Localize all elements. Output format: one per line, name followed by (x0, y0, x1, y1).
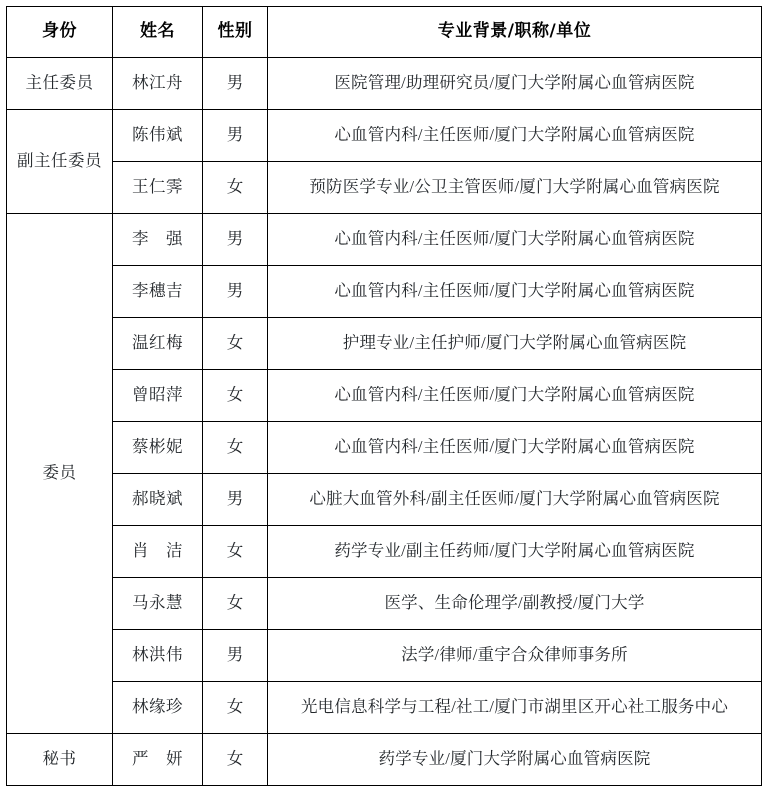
cell-role: 主任委员 (7, 58, 113, 110)
cell-description: 法学/律师/重宇合众律师事务所 (268, 630, 762, 682)
cell-role: 委员 (7, 214, 113, 734)
cell-description: 心血管内科/主任医师/厦门大学附属心血管病医院 (268, 422, 762, 474)
table-row (7, 422, 762, 474)
cell-description: 心血管内科/主任医师/厦门大学附属心血管病医院 (268, 214, 762, 266)
table-body (7, 58, 762, 786)
cell-name: 郝晓斌 (113, 474, 203, 526)
cell-name: 李穗吉 (113, 266, 203, 318)
cell-gender: 女 (203, 370, 268, 422)
cell-gender: 男 (203, 110, 268, 162)
cell-name: 肖 洁 (113, 526, 203, 578)
cell-name: 林缘珍 (113, 682, 203, 734)
cell-gender: 男 (203, 266, 268, 318)
cell-description: 药学专业/副主任药师/厦门大学附属心血管病医院 (268, 526, 762, 578)
cell-gender: 男 (203, 474, 268, 526)
cell-name: 蔡彬妮 (113, 422, 203, 474)
column-header-name: 姓名 (113, 7, 203, 58)
table-row (7, 370, 762, 422)
cell-name: 王仁霁 (113, 162, 203, 214)
cell-gender: 女 (203, 578, 268, 630)
cell-name: 曾昭萍 (113, 370, 203, 422)
table-row (7, 734, 762, 786)
table-row (7, 630, 762, 682)
table-row (7, 318, 762, 370)
cell-description: 心脏大血管外科/副主任医师/厦门大学附属心血管病医院 (268, 474, 762, 526)
cell-gender: 女 (203, 422, 268, 474)
cell-role: 副主任委员 (7, 110, 113, 214)
cell-description: 医学、生命伦理学/副教授/厦门大学 (268, 578, 762, 630)
cell-role: 秘书 (7, 734, 113, 786)
cell-description: 心血管内科/主任医师/厦门大学附属心血管病医院 (268, 370, 762, 422)
cell-gender: 女 (203, 526, 268, 578)
cell-gender: 男 (203, 630, 268, 682)
cell-name: 马永慧 (113, 578, 203, 630)
cell-description: 医院管理/助理研究员/厦门大学附属心血管病医院 (268, 58, 762, 110)
table-row (7, 214, 762, 266)
cell-description: 护理专业/主任护师/厦门大学附属心血管病医院 (268, 318, 762, 370)
table-row (7, 526, 762, 578)
table-row (7, 110, 762, 162)
cell-gender: 女 (203, 734, 268, 786)
column-header-gender: 性别 (203, 7, 268, 58)
cell-gender: 女 (203, 318, 268, 370)
table-header (7, 7, 762, 58)
table-row (7, 578, 762, 630)
committee-roster-table (6, 6, 762, 786)
cell-name: 温红梅 (113, 318, 203, 370)
column-header-desc: 专业背景/职称/单位 (268, 7, 762, 58)
cell-gender: 男 (203, 214, 268, 266)
table-row (7, 58, 762, 110)
table-row (7, 162, 762, 214)
cell-description: 心血管内科/主任医师/厦门大学附属心血管病医院 (268, 266, 762, 318)
cell-description: 心血管内科/主任医师/厦门大学附属心血管病医院 (268, 110, 762, 162)
cell-name: 陈伟斌 (113, 110, 203, 162)
cell-description: 预防医学专业/公卫主管医师/厦门大学附属心血管病医院 (268, 162, 762, 214)
column-header-role: 身份 (7, 7, 113, 58)
table-row (7, 682, 762, 734)
cell-name: 林江舟 (113, 58, 203, 110)
cell-gender: 女 (203, 162, 268, 214)
table-row (7, 266, 762, 318)
cell-description: 光电信息科学与工程/社工/厦门市湖里区开心社工服务中心 (268, 682, 762, 734)
cell-gender: 男 (203, 58, 268, 110)
cell-name: 李 强 (113, 214, 203, 266)
table-row (7, 474, 762, 526)
cell-gender: 女 (203, 682, 268, 734)
cell-name: 林洪伟 (113, 630, 203, 682)
header-row (7, 7, 762, 58)
cell-name: 严 妍 (113, 734, 203, 786)
cell-description: 药学专业/厦门大学附属心血管病医院 (268, 734, 762, 786)
